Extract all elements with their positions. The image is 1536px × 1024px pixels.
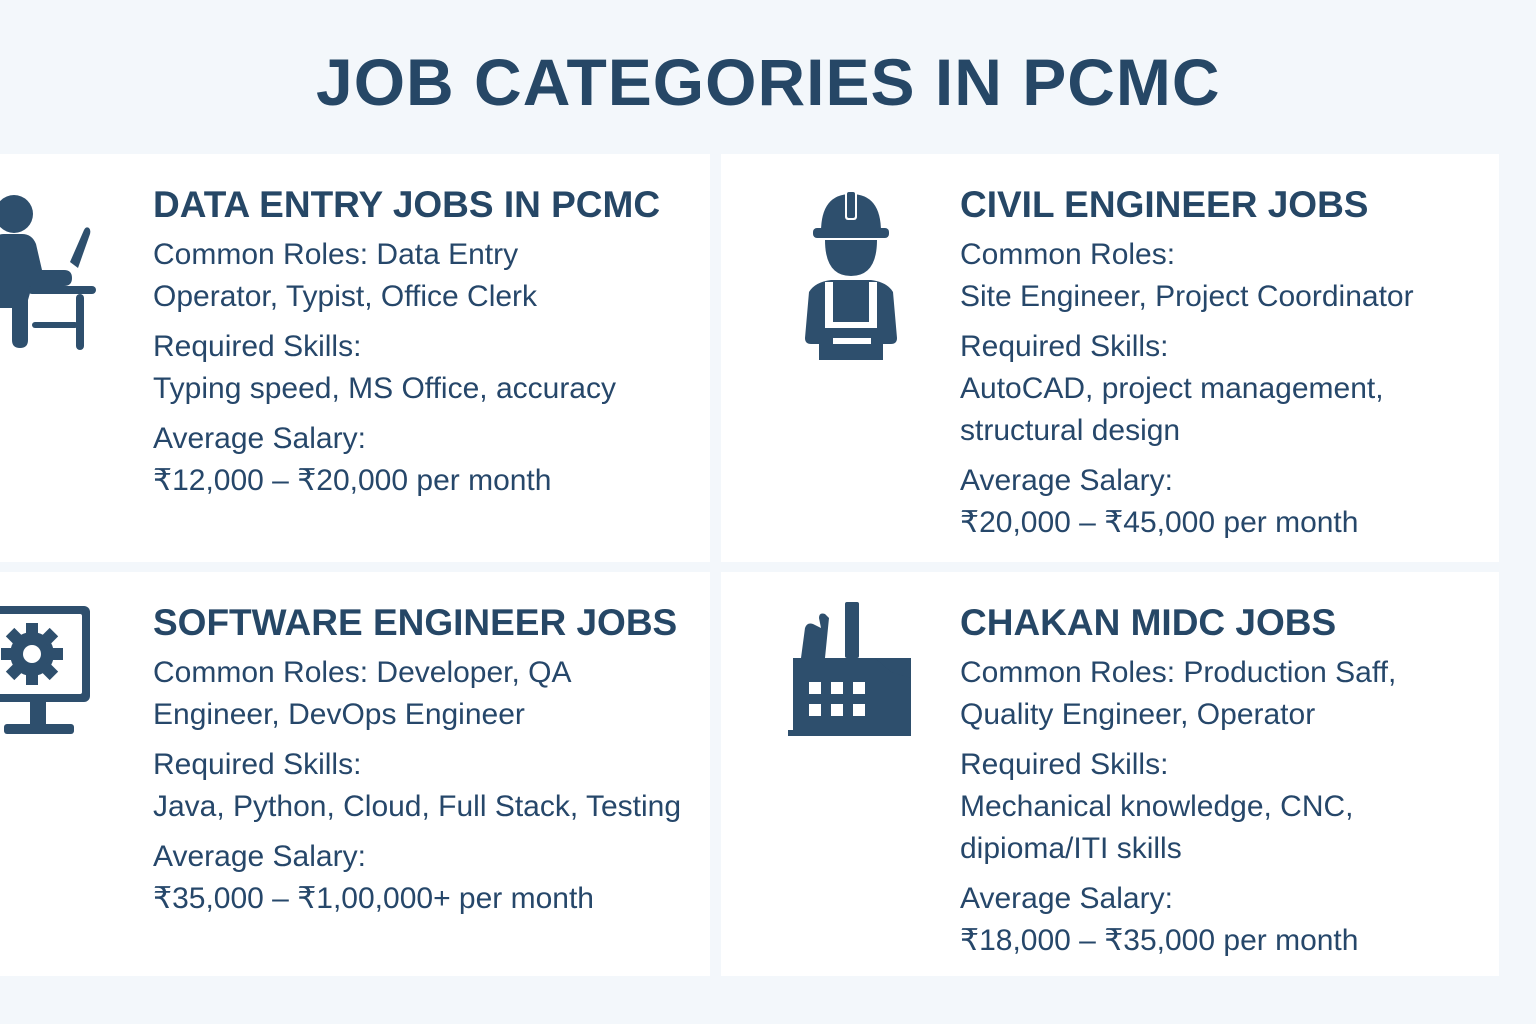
roles-label: Common Roles: [960, 238, 1176, 271]
skills-label: Required Skills: [153, 330, 362, 363]
skills-label: Required Skills: [960, 748, 1169, 781]
card-heading: SOFTWARE ENGINEER JOBS [153, 602, 678, 643]
salary-block [153, 418, 713, 502]
skills-value: AutoCAD, project management, [960, 372, 1384, 405]
engineer-hardhat-icon [785, 188, 915, 369]
roles-value: Site Engineer, Project Coordinator [960, 280, 1414, 313]
salary-label: Average Salary: [153, 840, 366, 873]
roles-value: Engineer, DevOps Engineer [153, 698, 525, 731]
salary-value: ₹20,000 – ₹45,000 per month [960, 506, 1359, 539]
page-title: JOB CATEGORIES IN PCMC [316, 45, 1221, 119]
skills-label: Required Skills: [153, 748, 362, 781]
card-heading: CHAKAN MIDC JOBS [960, 602, 1337, 643]
skills-label: Required Skills: [960, 330, 1169, 363]
card-heading: DATA ENTRY JOBS IN PCMC [153, 184, 661, 225]
card-body [153, 182, 713, 510]
job-card-civil-engineer [721, 154, 1499, 562]
skills-block [153, 744, 713, 828]
skills-block [153, 326, 713, 410]
card-body [960, 182, 1520, 552]
salary-label: Average Salary: [960, 464, 1173, 497]
roles-label: Common Roles: Developer, QA [153, 656, 572, 689]
job-card-chakan-midc [721, 572, 1499, 976]
skills-value: Mechanical knowledge, CNC, [960, 790, 1354, 823]
salary-value: ₹35,000 – ₹1,00,000+ per month [153, 882, 594, 915]
factory-icon [785, 598, 919, 743]
roles-block [153, 234, 713, 318]
office-worker-icon [0, 190, 102, 365]
job-card-data-entry [0, 154, 710, 562]
job-card-software-engineer [0, 572, 710, 976]
skills-value: Java, Python, Cloud, Full Stack, Testing [153, 790, 682, 823]
salary-block [960, 460, 1520, 544]
skills-value: dipioma/ITI skills [960, 832, 1182, 865]
roles-label: Common Roles: Data Entry [153, 238, 519, 271]
skills-value: Typing speed, MS Office, accuracy [153, 372, 616, 405]
card-body [960, 600, 1520, 970]
roles-label: Common Roles: Production Saff, [960, 656, 1397, 689]
skills-value: structural design [960, 414, 1181, 447]
skills-block [960, 326, 1520, 452]
salary-value: ₹12,000 – ₹20,000 per month [153, 464, 552, 497]
salary-block [153, 836, 713, 920]
roles-block [960, 652, 1520, 736]
salary-block [960, 878, 1520, 962]
roles-value: Operator, Typist, Office Clerk [153, 280, 538, 313]
roles-block [960, 234, 1520, 318]
salary-value: ₹18,000 – ₹35,000 per month [960, 924, 1359, 957]
roles-value: Quality Engineer, Operator [960, 698, 1316, 731]
salary-label: Average Salary: [960, 882, 1173, 915]
card-body [153, 600, 713, 928]
salary-label: Average Salary: [153, 422, 366, 455]
skills-block [960, 744, 1520, 870]
roles-block [153, 652, 713, 736]
monitor-gear-icon [0, 600, 100, 755]
card-heading: CIVIL ENGINEER JOBS [960, 184, 1369, 225]
